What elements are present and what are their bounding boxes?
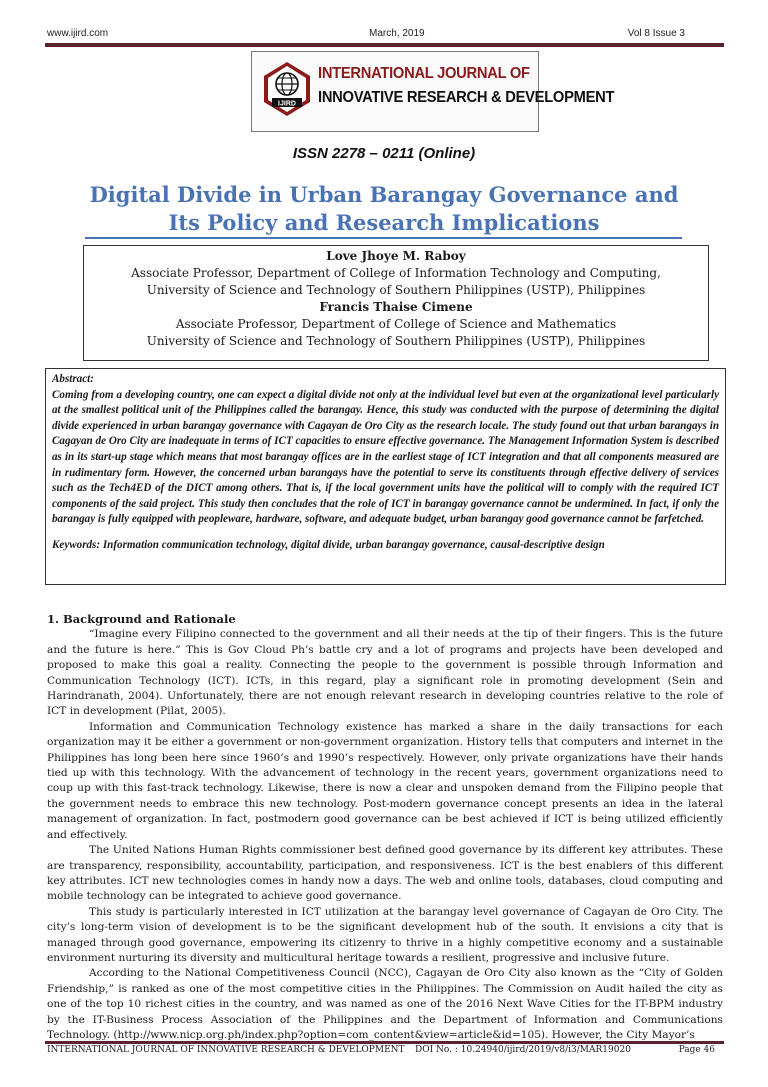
title-underline [85,237,682,239]
logo-line-1: INTERNATIONAL JOURNAL OF [318,65,530,82]
page-footer [47,1045,723,1057]
logo-line-2: INNOVATIVE RESEARCH & DEVELOPMENT [318,89,615,106]
author-institution: University of Science and Technology of Southern Philippines (USTP), Philippines [146,334,646,348]
volume-issue: Vol 8 Issue 3 [627,28,685,39]
body-paragraph: “Imagine every Filipino connected to the government and all their needs at the tip of their fingers. This is the future and the future is here.” This is Gov Cloud Ph’s battle cry and a lot of programs and projects have been developed and proposed to make this goal a reality. Connecting the people to the government is possible through Information and Communication Technology (ICT). ICTs, in this regard, play a significant role in promoting development (Sein and Harindranath, 2004). Unfortunately, there are not enough relevant research in developing countries relative to the role of ICT in development (Pilat, 2005). [47,628,723,718]
body-paragraph: According to the National Competitiveness Council (NCC), Cagayan de Oro City also known as the “City of Golden Friendship,” is ranked as one of the most competitive cities in the Philippines. The Commission on Audit hailed the city as one of the top 10 richest cities in the country, and was named as one of the 2016 Next Wave Cities for the IT-BPM industry by the IT-Business Process Association of the Philippines and the Department of Information and Communications Technology. (http://www.nicp.org.ph/index.php?option=com_content&view=article&id=105). However, the City Mayor’s [47,967,723,1041]
header-rule [45,43,724,47]
author-name: Francis Thaise Cimene [319,300,473,314]
footer-rule [45,1041,724,1044]
svg-text:IJIRD: IJIRD [278,100,296,108]
footer-doi: DOI No. : 10.24940/ijird/2019/v8/i3/MAR19020 [415,1045,631,1055]
issue-date: March, 2019 [369,28,425,39]
footer-journal: INTERNATIONAL JOURNAL OF INNOVATIVE RESEARCH & DEVELOPMENT [47,1045,405,1055]
abstract-label: Abstract: [52,373,94,385]
abstract-text: Coming from a developing country, one can expect a digital divide not only at the individual level but even at the organizational level particularly at the smallest political unit of the Philippines called the barangay. Hence, this study was conducted with the purpose of determining the digital divide experienced in urban barangay governance with Cagayan de Oro City as the research locale. The study found out that urban barangays in Cagayan de Oro City are inadequate in terms of ICT capacities to ensure effective governance. The Management Information System is described as in its start-up stage which means that most barangay offices are in the earliest stage of ICT integration and that all components measured are in rudimentary form. However, the concerned urban barangays have the potential to serve its constituents through effective delivery of services such as the Tech4ED of the DICT among others. That is, if the local government units have the political will to comply with the required ICT components of the said project. This study then concludes that the role of ICT in barangay governance cannot be undermined. In fact, if only the barangay is fully equipped with peopleware, hardware, software, and adequate budget, urban barangay good governance cannot be farfetched. [52,388,719,526]
logo-wordmark [318,62,615,110]
author-institution: University of Science and Technology of Southern Philippines (USTP), Philippines [146,283,646,297]
author-affiliation: Associate Professor, Department of College of Information Technology and Computing, [131,266,661,280]
body-section [47,612,723,1043]
issn-line: ISSN 2278 – 0211 (Online) [292,145,476,162]
running-header [47,28,723,42]
body-paragraph: Information and Communication Technology existence has marked a share in the daily transactions for each organization may it be either a government or non-government organization. History tells that computers and internet in the Philippines has long been here since 1960’s and 1990’s respectively. However, only private organizations have their hands tied up with this technology. With the advancement of technology in the recent years, government organizations need to coup up with this fast-track technology. Likewise, there is now a clear and unspoken demand from the Filipino people that the government needs to embrace this new technology. Post-modern governance concept presents an idea in the lateral management of organization. In fact, postmodern good governance can be best achieved if ICT is being utilized efficiently and effectively. [47,720,723,841]
abstract-box [45,368,726,585]
keywords: Keywords: Information communication technology, digital divide, urban barangay governance, causal-descriptive design [52,538,605,551]
body-paragraph: This study is particularly interested in ICT utilization at the barangay level governance of Cagayan de Oro City. The city’s long-term vision of development is to be the significant development hub of the south. It envisions a city that is managed through good governance, empowering its citizenry to thrive in a highly competitive economy and a sustainable environment nurturing its diversity and multicultural heritage towards a resilient, progressive and inclusive future. [47,905,723,964]
body-paragraph: The United Nations Human Rights commissioner best defined good governance by its different key attributes. These are transparency, responsibility, accountability, participation, and responsiveness. ICT is the best enablers of this different key attributes. ICT new technologies comes in handy now a days. The web and online tools, databases, cloud computing and mobile technology can be integrated to achieve good governance. [47,844,723,903]
page-number: Page 46 [678,1045,715,1055]
title-line-1: Digital Divide in Urban Barangay Governance and [89,182,679,207]
author-block [83,245,709,361]
paper-title [60,181,708,237]
author-affiliation: Associate Professor, Department of College of Science and Mathematics [175,317,617,331]
website-text: www.ijird.com [47,28,109,39]
title-line-2: Its Policy and Research Implications [168,210,600,235]
section-heading: 1. Background and Rationale [47,612,236,626]
journal-logo [251,51,615,132]
globe-emblem-icon [262,60,312,118]
author-name: Love Jhoye M. Raboy [326,249,466,263]
